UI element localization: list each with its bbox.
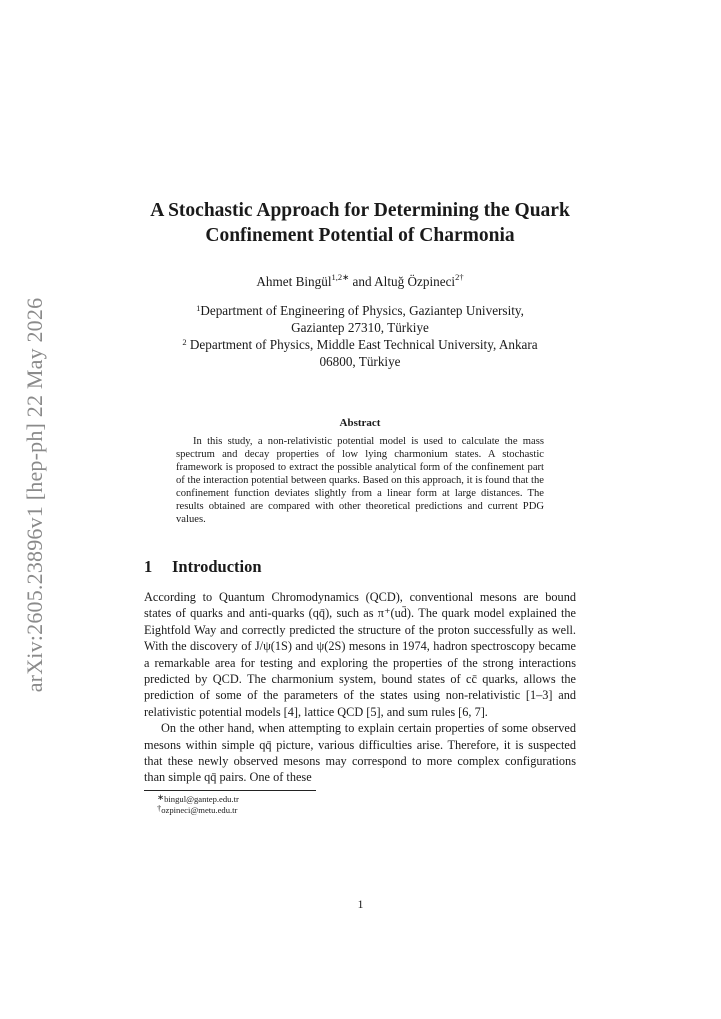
author-conjunction: and: [349, 274, 375, 289]
intro-paragraph-1: According to Quantum Chromodynamics (QCD), conventional mesons are bound states of quarks and anti-quarks (qq̄), such as π⁺(ud̄). The quark model explained the Eightfold Way and correctly predicted the structure of the proton successfully as well. With the discovery of J/ψ(1S) and ψ(2S) mesons in 1974, hadron spectroscopy became a remarkable area for testing and exploring the properties of the strong interactions predicted by QCD. The charmonium system, bound states of cc̄ quarks, allows the prediction of some of the parameters of the states using non-relativistic [1–3] and relativistic potential models [4], lattice QCD [5], and sum rules [6, 7].: [144, 590, 576, 719]
affiliation-1-line-1: Department of Engineering of Physics, Gaziantep University,: [200, 303, 524, 318]
footnote-1: [144, 791, 576, 805]
paper-page: [144, 198, 576, 816]
author-1: Ahmet Bingül: [256, 274, 332, 289]
section-title: Introduction: [172, 557, 262, 576]
author-2: Altuğ Özpineci: [374, 274, 456, 289]
paper-title: [144, 198, 576, 248]
author-1-marks: 1,2∗: [331, 272, 350, 282]
footnote-2: [144, 802, 576, 816]
affiliation-2-mark: 2: [182, 337, 187, 347]
footnote-1-email: bingul@gantep.edu.tr: [164, 793, 239, 804]
affiliation-1-line-2: Gaziantep 27310, Türkiye: [291, 320, 429, 335]
footnote-1-mark: ∗: [157, 791, 165, 802]
affiliations: [144, 302, 576, 370]
author-list: [144, 274, 576, 290]
affiliation-2-line-1: Department of Physics, Middle East Technical University, Ankara: [186, 337, 538, 352]
arxiv-stamp-text: arXiv:2605.23896v1 [hep-ph] 22 May 2026: [22, 297, 47, 693]
footnote-rule: [144, 790, 316, 791]
author-2-marks: 2†: [455, 272, 464, 282]
abstract-text: In this study, a non-relativistic potential model is used to calculate the mass spectrum and decay properties of low lying charmonium states. A stochastic framework is proposed to extract the possible analytical form of the confinement part of the interaction potential between quarks. Based on this approach, it is found that the confinement function deviates slightly from a linear form at large distances. The results obtained are compared with other theoretical predictions and current PDG values.: [176, 436, 544, 525]
affiliation-1-mark: 1: [196, 303, 201, 313]
section-heading: [144, 557, 576, 577]
abstract-heading: Abstract: [339, 417, 381, 429]
title-line-2: Confinement Potential of Charmonia: [205, 225, 515, 246]
footnote-2-mark: †: [157, 802, 162, 813]
affiliation-2-line-2: 06800, Türkiye: [319, 354, 401, 369]
section-number: 1: [144, 557, 153, 576]
page-number: 1: [357, 897, 364, 911]
title-line-1: A Stochastic Approach for Determining the Quark: [150, 200, 570, 221]
footnote-2-email: ozpineci@metu.edu.tr: [161, 804, 238, 815]
arxiv-stamp: [20, 290, 50, 700]
intro-paragraph-2: On the other hand, when attempting to explain certain properties of some observed mesons within simple qq̄ picture, various difficulties arise. Therefore, it is suspected that these newly observed mesons may correspond to more complex configurations than simple qq̄ pairs. One of these: [144, 721, 576, 785]
